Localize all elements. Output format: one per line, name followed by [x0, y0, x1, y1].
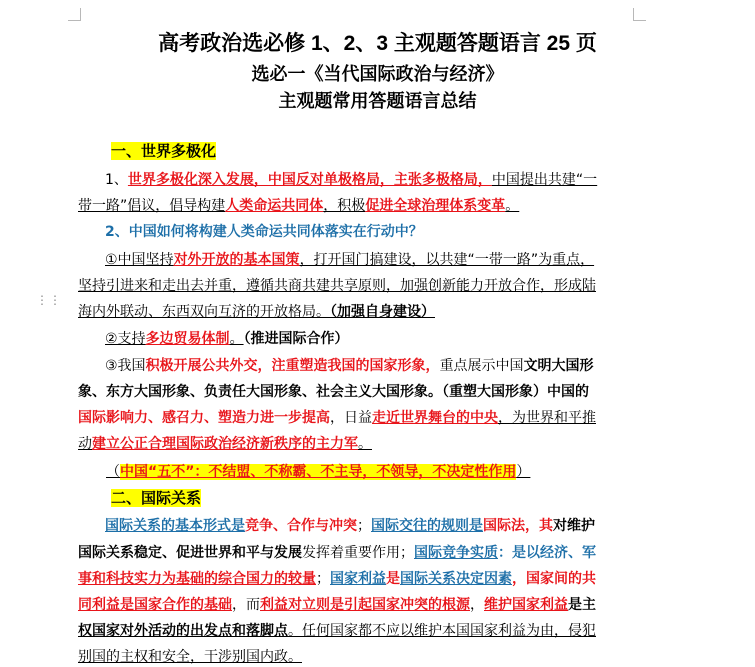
text: 权国家对外活动的出发点和落脚点 — [78, 623, 288, 639]
text: 。任何国家都不应以维护本国国家利益为由，侵犯 — [288, 623, 596, 639]
text: ③我国 — [105, 358, 146, 374]
text: 对维护 — [553, 518, 595, 534]
section-heading-text: 二、国际关系 — [111, 489, 202, 507]
text: ，而 — [232, 597, 260, 613]
paragraph-line — [78, 543, 596, 563]
crop-mark-top-left — [68, 8, 81, 21]
paragraph-line — [78, 382, 589, 402]
emphasis: 国家利益 — [330, 571, 386, 587]
text: 象、东方大国形象、负责任大国形象、社会主义大国形象 — [78, 384, 428, 400]
text: （ — [106, 464, 120, 480]
emphasis: 建立公正合理国际政治经济新秩序的主力军 — [92, 436, 358, 452]
emphasis: 国际影响力、感召力、塑造力进一步提高 — [78, 410, 330, 426]
text: ） — [516, 464, 531, 480]
document-subtitle-2: 主观题常用答题语言总结 — [278, 91, 477, 112]
text: ，为世界和平推 — [498, 410, 596, 426]
emphasis: 国际法，其 — [483, 518, 553, 534]
section-heading-text: 一、世界多极化 — [111, 142, 217, 160]
text: 是主 — [568, 597, 596, 613]
text: 中国提出共建“一 — [491, 172, 598, 188]
paragraph-line — [78, 408, 596, 428]
text: 。（重塑大国形象）中国的 — [428, 384, 589, 400]
emphasis: 竞争、合作与冲突 — [245, 518, 357, 534]
emphasis: 维护国家利益 — [484, 597, 568, 613]
document-title: 高考政治选必修 1、2、3 主观题答题语言 25 页 — [158, 32, 597, 55]
emphasis: 走近世界舞台的中央 — [372, 410, 498, 426]
question-text: 2、中国如何将构建人类命运共同体落实在行动中？ — [105, 224, 423, 240]
text: （推进国际合作） — [243, 331, 349, 347]
emphasis: 世界多极化深入发展，中国反对单极格局，主张多极格局， — [127, 172, 492, 188]
emphasis: 中国“五不”：不结盟、不称霸、不主导，不领导，不决定性作用 — [120, 464, 517, 480]
text: （加强自身建设） — [330, 304, 435, 320]
section-heading-1 — [111, 141, 216, 162]
emphasis: 积极开展公共外交，注重塑造我国的国家形象， — [145, 358, 440, 374]
emphasis: 多边贸易体制 — [145, 331, 230, 347]
paragraph-line — [78, 595, 596, 615]
text: ，日益 — [330, 410, 372, 426]
emphasis: 对外开放的基本国策 — [173, 252, 300, 268]
text: 坚持引进来和走出去并重，遵循共商共建共享原则，加强创新能力开放合作，形成陆 — [78, 278, 596, 294]
paragraph-line — [105, 170, 597, 190]
question-heading — [105, 222, 423, 242]
text: ， — [470, 597, 484, 613]
text: 。 — [358, 436, 372, 452]
text: ； — [357, 518, 371, 534]
emphasis: ，国家间的共 — [512, 571, 596, 587]
paragraph-line — [78, 302, 435, 322]
text: ，积极 — [323, 198, 366, 214]
text: 。 — [505, 198, 520, 214]
document-subtitle: 选必一《当代国际政治与经济》 — [251, 64, 504, 85]
text: 。 — [229, 331, 244, 347]
text: 重点展示中国 — [439, 358, 524, 374]
emphasis: 同利益是国家合作的基础 — [78, 597, 232, 613]
text: 动 — [78, 436, 92, 452]
crop-mark-top-right — [633, 8, 646, 21]
emphasis: 是 — [386, 571, 400, 587]
text: ，打开国门搞建设，以共建“一带一路”为重点， — [299, 252, 595, 268]
drag-handle-icon[interactable]: ⋮⋮ — [36, 293, 62, 307]
paragraph-line — [105, 250, 594, 270]
text: 国际关系稳定、促进世界和平与发展 — [78, 545, 302, 561]
emphasis: ：是以经济、军 — [498, 545, 596, 561]
emphasis: 事和科技实力为基础的综合国力的较量 — [78, 571, 316, 587]
text: 1、 — [105, 172, 128, 188]
emphasis: 国际竞争实质 — [414, 545, 498, 561]
text: 发挥着重要作用； — [302, 545, 414, 561]
emphasis: 利益对立则是引起国家冲突的根源 — [260, 597, 470, 613]
paragraph-line — [78, 196, 519, 216]
paragraph-line — [105, 329, 349, 349]
text: 带一路”倡议，倡导构建 — [78, 198, 226, 214]
emphasis: 国际关系决定因素 — [400, 571, 512, 587]
paragraph-line — [78, 569, 596, 589]
emphasis: 国际交往的规则是 — [371, 518, 483, 534]
paragraph-line — [105, 516, 595, 536]
emphasis: 国际关系的基本形式是 — [105, 518, 245, 534]
paragraph-line — [78, 434, 372, 454]
text: ②支持 — [105, 331, 146, 347]
paragraph-line — [78, 276, 596, 296]
text: 海内外联动、东西双向互济的开放格局。 — [78, 304, 330, 320]
highlight-note — [106, 462, 530, 482]
text: 别国的主权和安全，干涉别国内政。 — [78, 649, 302, 665]
section-heading-2 — [111, 488, 201, 509]
paragraph-line — [78, 647, 302, 667]
paragraph-line — [78, 621, 596, 641]
emphasis: 促进全球治理体系变革 — [365, 198, 506, 214]
text: ； — [316, 571, 330, 587]
emphasis: 人类命运共同体 — [225, 198, 324, 214]
text: 文明大国形 — [523, 358, 594, 374]
text: ①中国坚持 — [105, 252, 174, 268]
paragraph-line — [105, 356, 594, 376]
